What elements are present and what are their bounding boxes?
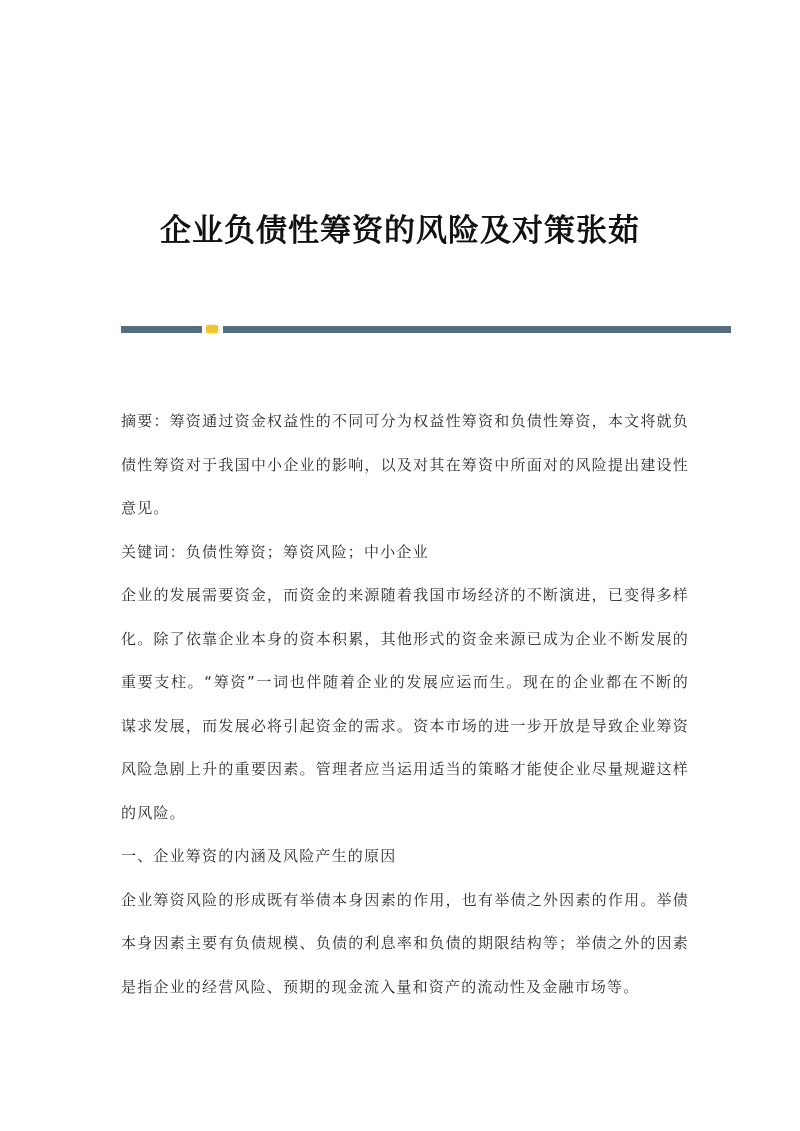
intro-paragraph: 企业的发展需要资金，而资金的来源随着我国市场经济的不断演进，已变得多样化。除了依靠企业本身的资本积累，其他形式的资金来源已成为企业不断发展的重要支柱。“筹资”一词也伴随着企业的发展应运而生。现在的企业都在不断的谋求发展，而发展必将引起资金的需求。资本市场的进一步开放是导致企业筹资风险急剧上升的重要因素。管理者应当运用适当的策略才能使企业尽量规避这样的风险。 (121, 586, 689, 822)
page-title: 企业负债性筹资的风险及对策张茹 (160, 212, 640, 249)
keywords-paragraph: 关键词：负债性筹资；筹资风险；中小企业 (121, 542, 429, 561)
document-body (121, 400, 689, 1009)
section-heading: 一、企业筹资的内涵及风险产生的原因 (121, 847, 397, 865)
abstract-paragraph: 摘要：筹资通过资金权益性的不同可分为权益性筹资和负债性筹资，本文将就负债性筹资对于我国中小企业的影响，以及对其在筹资中所面对的风险提出建设性意见。 (121, 412, 689, 517)
title-divider (121, 326, 731, 334)
divider-line-left (121, 326, 202, 333)
section-paragraph: 企业筹资风险的形成既有举债本身因素的作用，也有举债之外因素的作用。举债本身因素主要有负债规模、负债的利息率和负债的期限结构等；举债之外的因素是指企业的经营风险、预期的现金流入量和资产的流动性及金融市场等。 (121, 890, 689, 996)
divider-line-right (223, 326, 731, 333)
divider-ornament-icon (206, 325, 218, 333)
